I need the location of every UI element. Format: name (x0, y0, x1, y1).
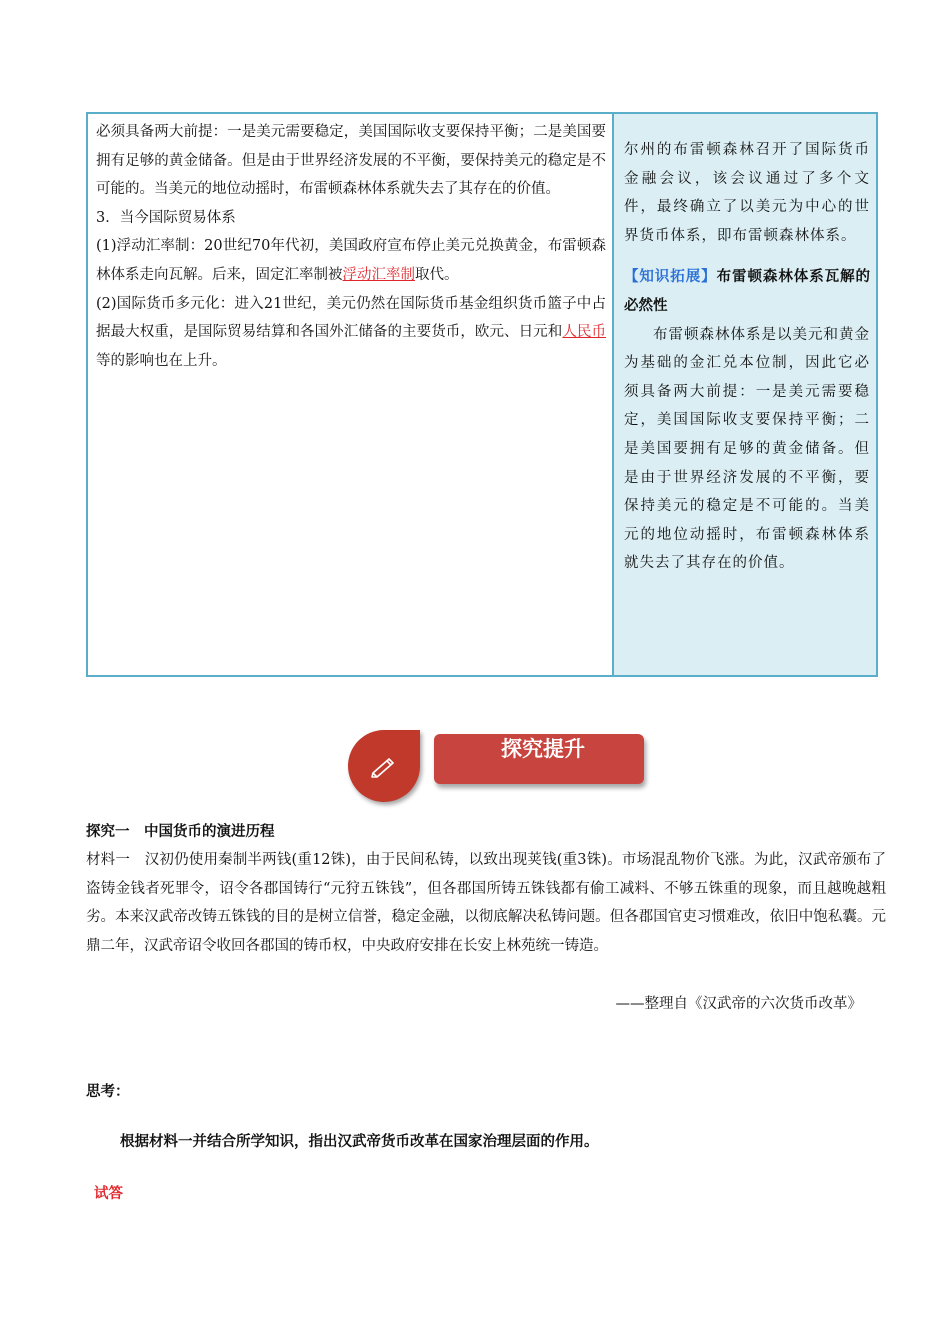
paragraph-currency-diversification: (2)国际货币多元化：进入21世纪，美元仍然在国际货币基金组织货币篮子中占据最大权重，是国际贸易结算和各国外汇储备的主要货币，欧元、日元和人民币等的影响也在上升。 (96, 295, 607, 369)
pencil-icon (370, 754, 398, 778)
content-table (86, 112, 878, 677)
main-text-cell (88, 114, 614, 675)
banner-label: 探究提升 (434, 734, 644, 784)
paragraph-prerequisites: 必须具备两大前提：一是美元需要稳定，美国国际收支要保持平衡；二是美国要拥有足够的黄金储备。但是由于世界经济发展的不平衡，要保持美元的稳定是不可能的。当美元的地位动摇时，布雷顿森林体系就失去了其存在的价值。 (96, 124, 606, 198)
knowledge-extension-tag: 【知识拓展】 (624, 269, 717, 286)
answer-label: 试答 (94, 1186, 123, 1202)
sidebar-paragraph-collapse: 布雷顿森林体系是以美元和黄金为基础的金汇兑本位制，因此它必须具备两大前提：一是美元需要稳定，美国国际收支要保持平衡；二是美国要拥有足够的黄金储备。但是由于世界经济发展的不平衡，要保持美元的稳定是不可能的。当美元的地位动摇时，布雷顿森林体系就失去了其存在的价值。 (624, 326, 870, 572)
paragraph-floating-rate: (1)浮动汇率制：20世纪70年代初，美国政府宣布停止美元兑换黄金，布雷顿森林体系走向瓦解。后来，固定汇率制被浮动汇率制取代。 (96, 238, 606, 283)
material-source: ——整理自《汉武帝的六次货币改革》 (615, 996, 862, 1012)
heading-trade-system: 3．当今国际贸易体系 (96, 209, 236, 226)
knowledge-extension-title: 【知识拓展】布雷顿森林体系瓦解的必然性 (624, 269, 871, 314)
highlight-rmb: 人民币 (562, 324, 607, 341)
section-banner (346, 722, 646, 802)
banner-leaf (348, 730, 420, 802)
sidebar-paragraph-conference: 尔州的布雷顿森林召开了国际货币金融会议，该会议通过了多个文件，最终确立了以美元为中心的世界货币体系，即布雷顿森林体系。 (624, 142, 870, 244)
inquiry-title: 探究一 中国货币的演进历程 (86, 824, 275, 840)
question-text: 根据材料一并结合所学知识，指出汉武帝货币改革在国家治理层面的作用。 (120, 1134, 599, 1150)
material-one: 材料一 汉初仍使用秦制半两钱(重12铢)，由于民间私铸，以致出现荚钱(重3铢)。市场混乱物价飞涨。为此，汉武帝颁布了盗铸金钱者死罪令，诏令各郡国铸行“元狩五铢钱”，但各郡国所铸五铢钱都有偷工减料、不够五铢重的现象，而且越晚越粗劣。本来汉武帝改铸五铢钱的目的是树立信誉，稳定金融，以彻底解决私铸问题。但各郡国官吏习惯难改，依旧中饱私囊。元鼎二年，汉武帝诏令收回各郡国的铸币权，中央政府安排在长安上林苑统一铸造。 (86, 852, 886, 954)
sidebar-note-cell (614, 114, 876, 675)
highlight-floating-rate: 浮动汇率制 (342, 266, 415, 283)
think-label: 思考： (86, 1084, 130, 1100)
